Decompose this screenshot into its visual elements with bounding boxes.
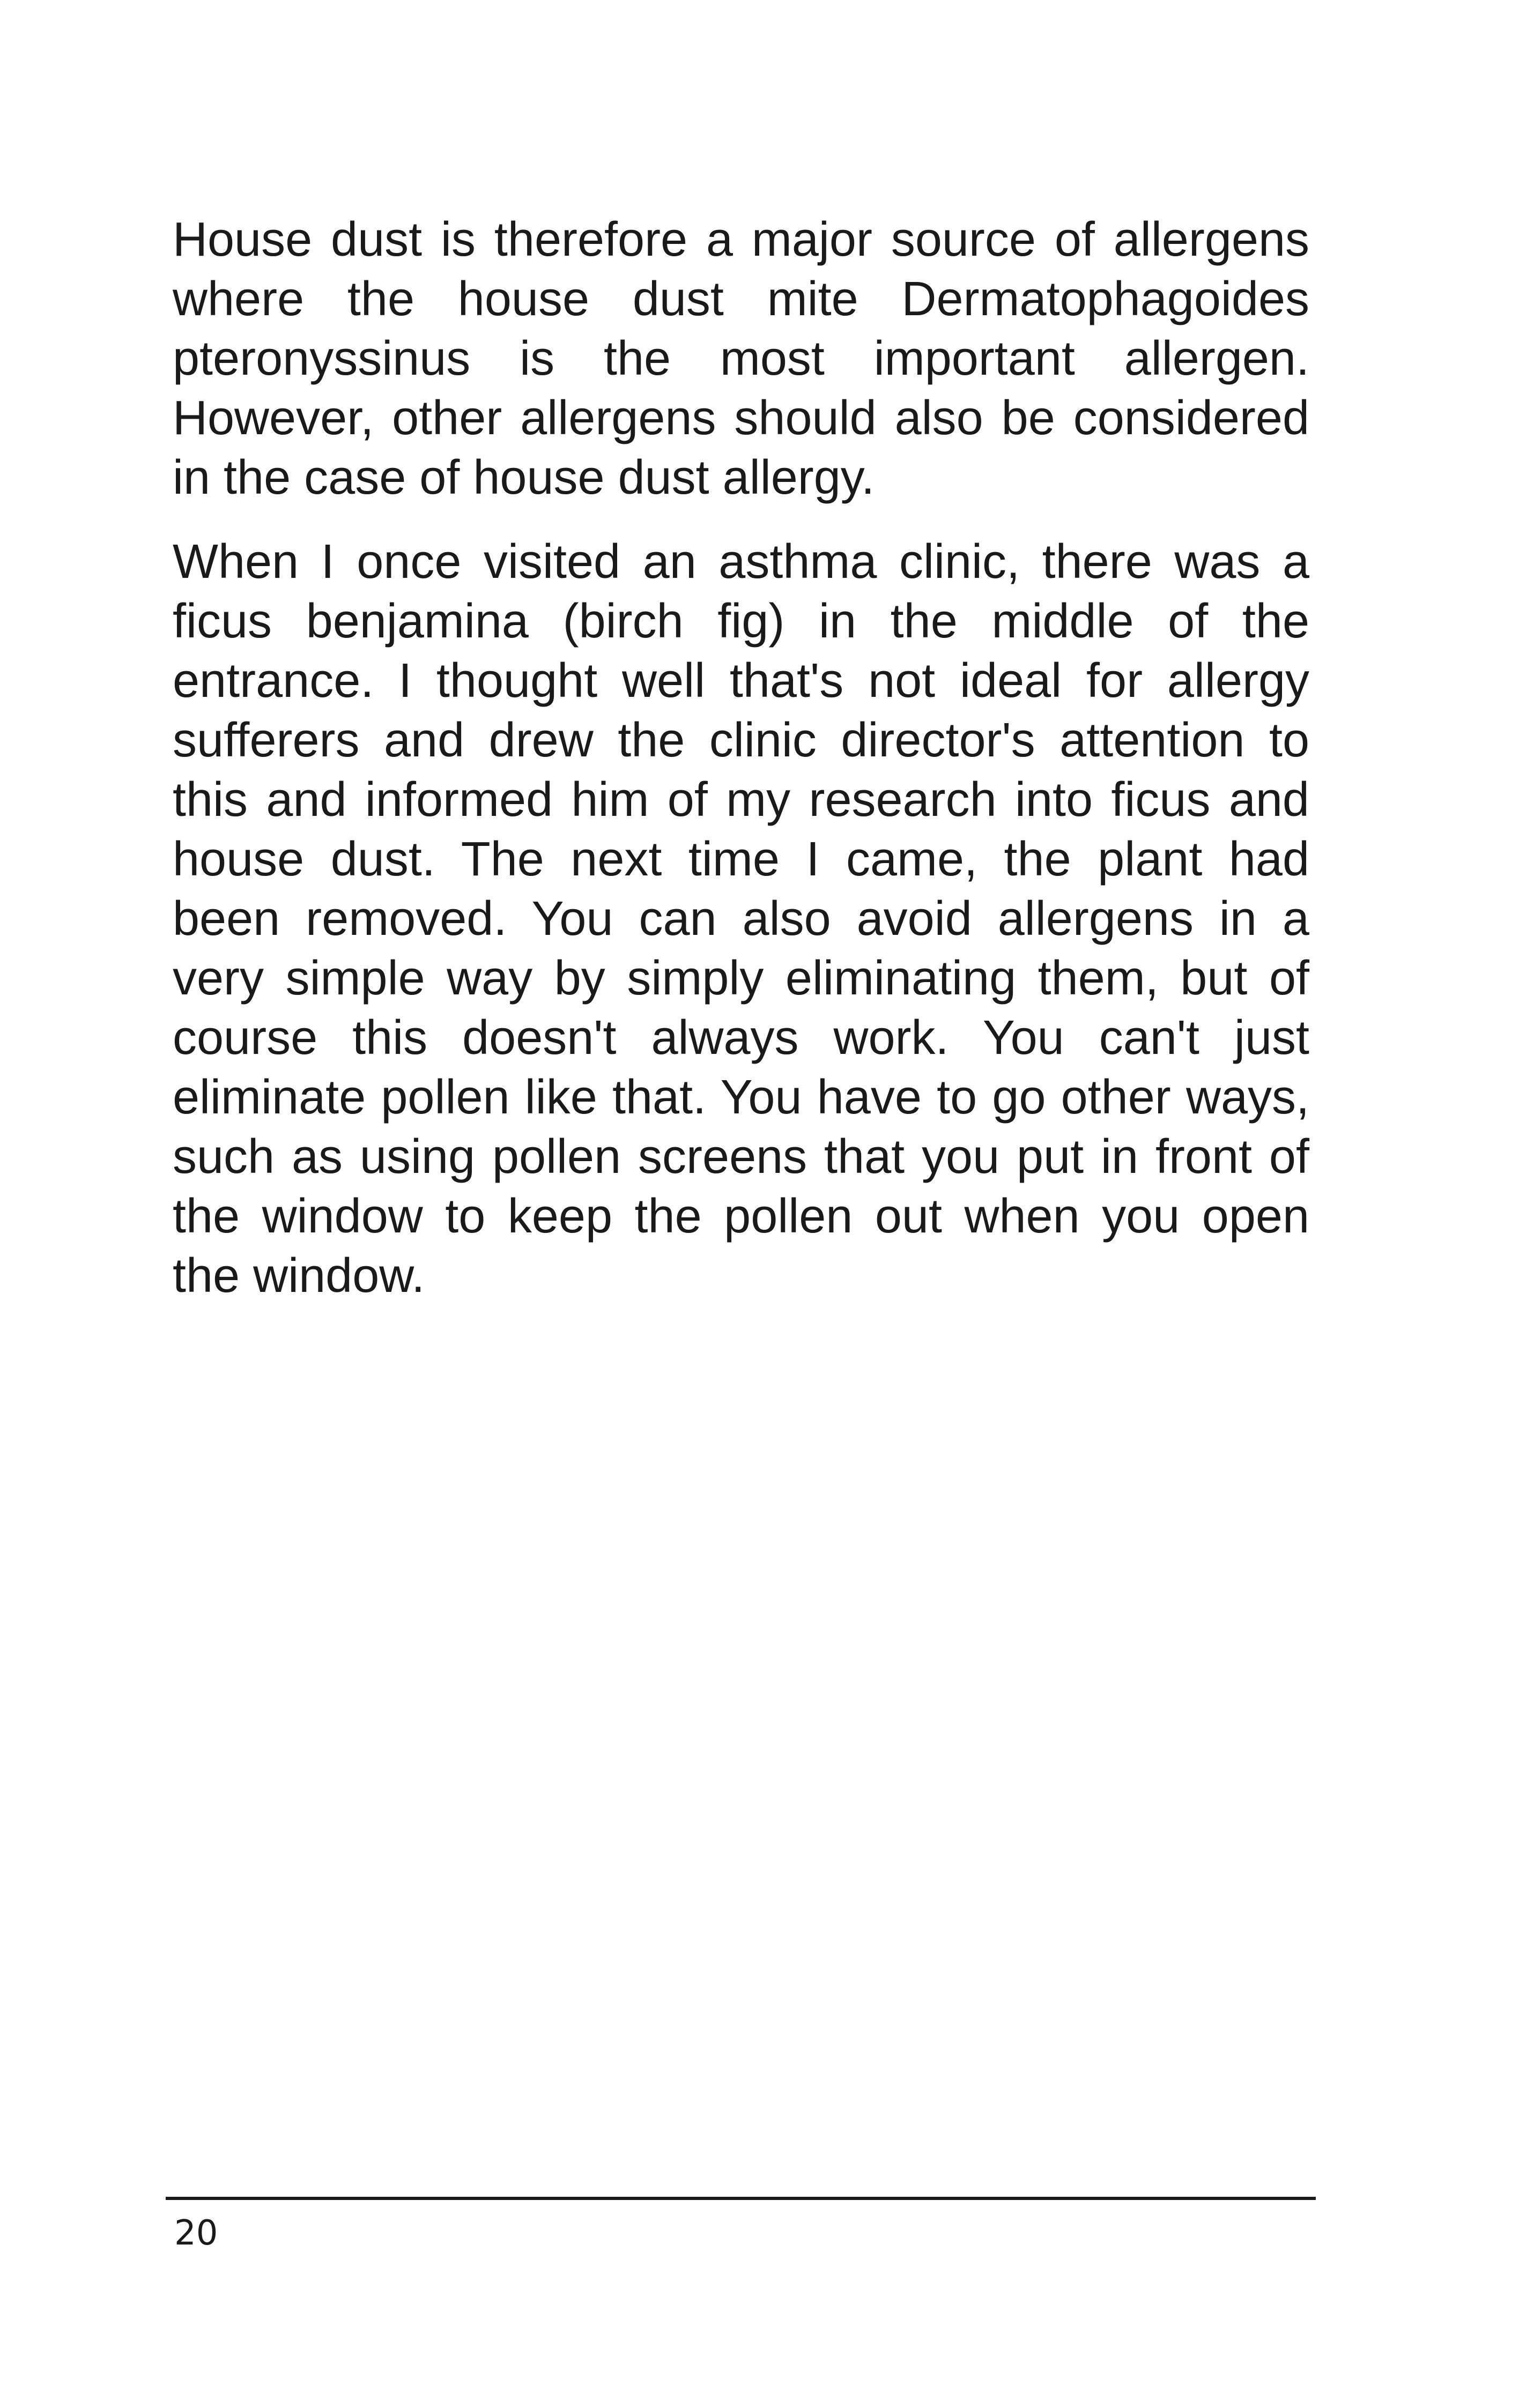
footer-rule [166,2197,1316,2200]
body-text [173,210,1309,1306]
paragraph-asthma-clinic: When I once visited an asthma clinic, there was a ficus benjamina (birch fig) in the middle of the entrance. I thought well that's not ideal for allergy sufferers and drew the clinic director's attention to this and informed him of my research into ficus and house dust. The next time I came, the plant had been removed. You can also avoid allergens in a very simple way by simply eliminating them, but of course this doesn't always work. You can't just eliminate pollen like that. You have to go other ways, such as using pollen screens that you put in front of the window to keep the pollen out when you open the window. [173,535,1309,1303]
page-number: 20 [174,2213,218,2253]
paragraph-house-dust: House dust is therefore a major source of allergens where the house dust mite Dermatophagoides pteronyssinus is the most important allergen. However, other allergens should also be considered in the case of house dust allergy. [173,213,1309,504]
